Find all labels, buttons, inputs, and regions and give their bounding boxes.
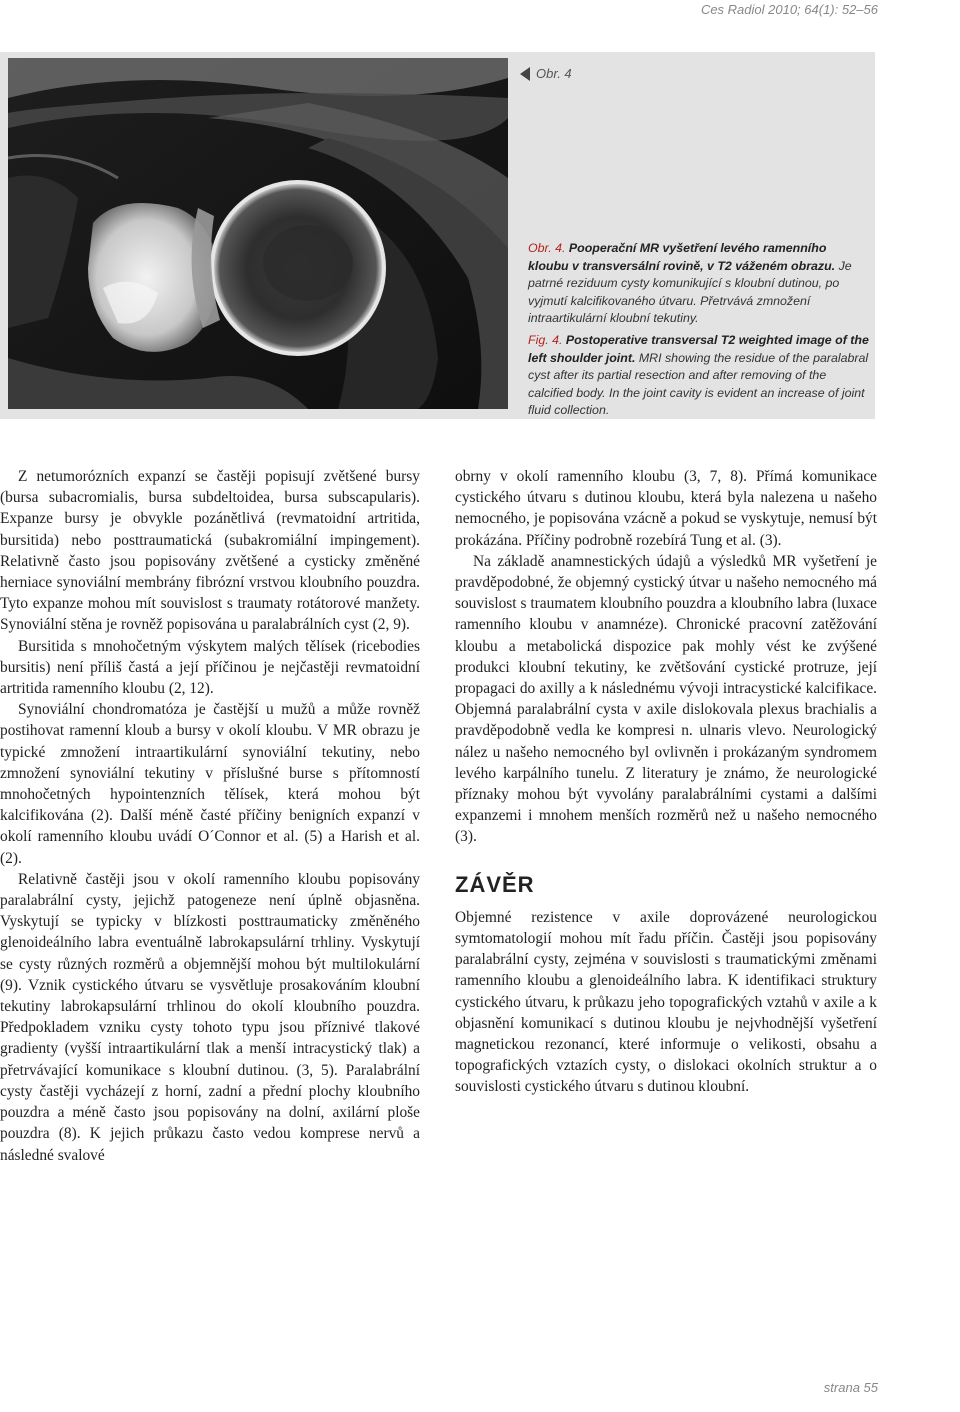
paragraph: obrny v okolí ramenního kloubu (3, 7, 8). Přímá komunikace cystického útvaru s dutinou kloubu, která byla nalezena u našeho nemocného, je popisována vzácně a pokud se vyskytuje, nemusí být prokázána. Příčiny podrobně rozebírá Tung et al. (3).	[455, 468, 877, 549]
figure-panel	[0, 52, 875, 419]
conclusion-paragraph: Objemné rezistence v axile doprovázené neurologickou symtomatologií mohou mít řadu příčin. Častěji jsou popisovány paralabrální cysty, zejména v souvislosti s traumatickými změnami ramenního kloubu a glenoideálního labra. K identifikaci struktury cystického útvaru, k průkazu jeho topografických vztahů v axile a k objasnění komunikací s dutinou kloubu je nejvhodnější vyšetření magnetickou rezonancí, které informuje o velikosti, obsahu a topografických vztazích cysty, o dislokaci okolních struktur a o souvislosti cystického útvaru s dutinou kloubní.	[455, 908, 877, 1096]
text-column-right	[455, 466, 877, 1098]
caption-cz-title: Pooperační MR vyšetření levého ramenního kloubu v transversální rovině, v T2 váženém obrazu.	[528, 241, 836, 273]
mri-image	[8, 58, 508, 409]
caption-en-title: Postoperative transversal T2 weighted image of the left shoulder joint.	[528, 332, 869, 365]
paragraph: Z netumorózních expanzí se častěji popisují zvětšené bursy (bursa subacromialis, bursa subdeltoidea, bursa subscapularis). Expanze bursy je obvykle pozánětlivá (revmatoidní artritida, bursitida) nebo posttraumatická (subakromiální impingement). Relativně často jsou popisovány zvětšené a cysticky změněné herniace synoviální membrány fibrózní vrstvou kloubního pouzdra. Tyto expanze mohou mít souvislost s traumaty rotátorové manžety. Synoviální stěna je rovněž popisována u paralabrálních cyst (2, 9).	[0, 468, 420, 634]
section-title-conclusion: ZÁVĚR	[455, 871, 535, 897]
triangle-left-icon	[520, 67, 530, 81]
caption-cz-label: Obr. 4.	[528, 241, 569, 255]
figure-reference	[520, 66, 572, 81]
paragraph: Bursitida s mnohočetným výskytem malých tělísek (ricebodies bursitis) není příliš častá a její příčinou je nejčastěji revmatoidní artritida ramenního kloubu (2, 12).	[0, 637, 420, 698]
journal-header: Ces Radiol 2010; 64(1): 52–56	[700, 2, 878, 17]
caption-cz-text: Je patrné reziduum cysty komunikující s kloubní dutinou, po vyjmutí kalcifikovaného útvaru. Přetrvává zmnožení intraartikulární kloubní tekutiny.	[528, 258, 852, 326]
paragraph: Synoviální chondromatóza je častější u mužů a může rovněž postihovat ramenní kloub a bursy v okolí kloubu. V MR obrazu je typické zmnožení intraartikulární synoviální tekutiny, nebo zmnožení synoviální tekutiny v příslušné burse s přítomností mnohočetných hypointenzních tělísek, která mohou být kalcifikována (2). Další méně časté příčiny benigních expanzí v okolí ramenního kloubu uvádí O´Connor et al. (5) a Harish et al. (2).	[0, 701, 420, 867]
caption-czech	[528, 240, 870, 328]
figure-reference-label: Obr. 4	[536, 66, 572, 81]
paragraph: Na základě anamnestických údajů a výsledků MR vyšetření je pravděpodobné, že objemný cystický útvar u našeho nemocného má souvislost s traumatem kloubního pouzdra a kloubního labra (luxace ramenního kloubu v anamnéze). Chronické pracovní zatěžování kloubu a metabolická dispozice pak mohly vést ke zvýšené produkci kloubní tekutiny, ke zvětšování cystické protruze, její propagaci do axilly a k následnému vývoji intracystické kalcifikace. Objemná paralabrální cysta v axile dislokovala plexus brachialis a pravděpodobně vedla ke kompresi n. ulnaris vlevo. Neurologický nález u našeho nemocného byl ovlivněn i prokázaným syndromem levého karpálního tunelu. Z literatury je známo, že neurologické příznaky mohou být vyvolány paralabrálními cystami a dalšími expanzemi i mnohem menších rozměrů než u našeho nemocného (3).	[455, 552, 877, 846]
caption-en-text: MRI showing the residue of the paralabral cyst after its partial resection and after removing of the calcified body. In the joint cavity is evident an increase of joint fluid collection.	[528, 350, 869, 418]
mri-scan-graphic	[8, 58, 508, 409]
page-number: strana 55	[823, 1380, 878, 1395]
caption-english	[528, 332, 870, 420]
paragraph: Relativně častěji jsou v okolí ramenního kloubu popisovány paralabrální cysty, jejichž patogeneze není úplně objasněna. Vyskytují se typicky v blízkosti posttraumaticky změněného glenoideálního labra eventuálně labrokapsulární trhliny. Vyskytují se cysty různých rozměrů a objemnější mohou být multilokulární (9). Vznik cystického útvaru se vysvětluje prosakováním kloubní tekutiny labrokapsulární trhlinou do okolí kloubního pouzdra. Předpokladem vzniku cysty tohoto typu jsou příznivé tlakové gradienty (vyšší intraartikulární tlak a menší intracystický tlak) a přetrvávající komunikace s kloubní dutinou. (3, 5). Paralabrální cysty častěji vycházejí z horní, zadní a přední plochy kloubního pouzdra a méně často jsou popisovány na dolní, axilární ploše pouzdra (8). K jejich průkazu často vedou komprese nervů a následné svalové	[0, 870, 420, 1164]
caption-en-label: Fig. 4.	[528, 332, 566, 347]
text-column-left	[0, 466, 420, 1166]
figure-caption	[528, 240, 870, 424]
